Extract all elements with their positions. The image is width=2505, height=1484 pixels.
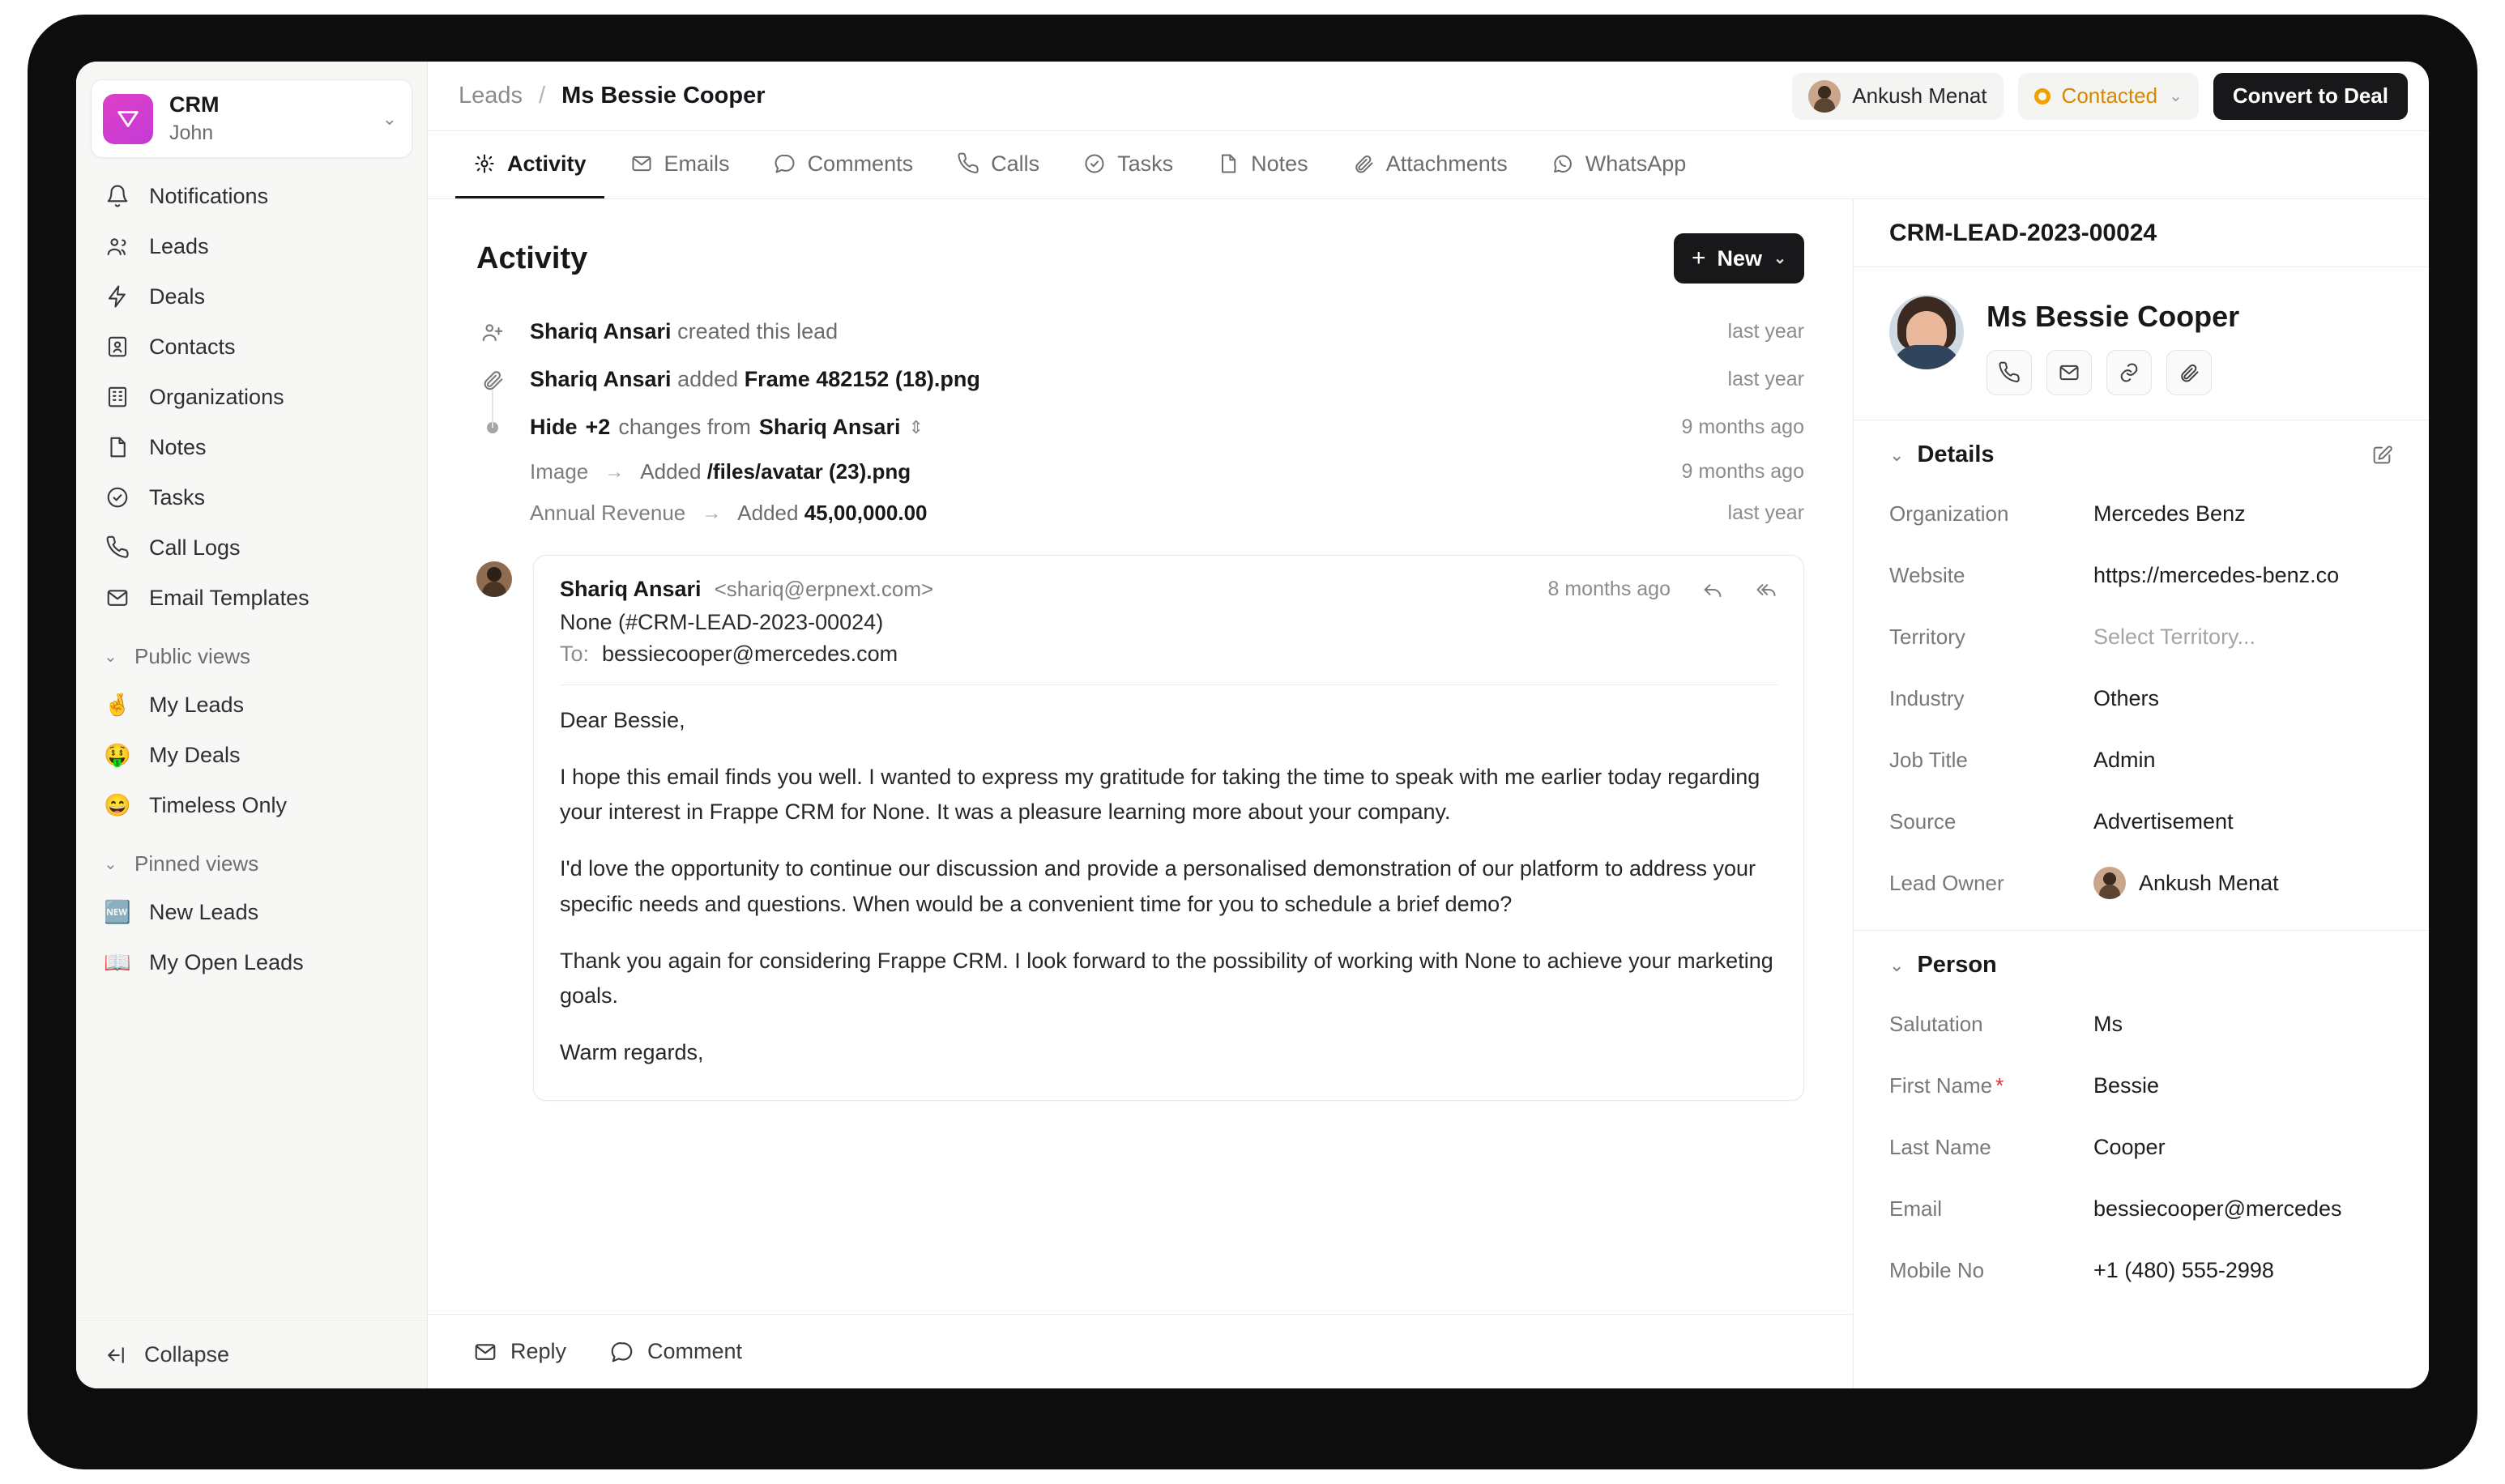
attachment-icon	[1352, 152, 1375, 175]
event-object: Frame 482152 (18).png	[744, 367, 980, 391]
tab-label: Notes	[1251, 151, 1308, 176]
reply-button[interactable]	[473, 1339, 566, 1364]
arrow-right-icon: →	[604, 460, 625, 483]
field-email[interactable]	[1854, 1178, 2429, 1239]
field-label: Territory	[1889, 624, 1965, 649]
reply-label: Reply	[510, 1339, 567, 1363]
event-action: added	[677, 367, 739, 391]
group-public-views[interactable]	[91, 633, 412, 680]
change-value	[737, 501, 927, 526]
email-icon	[473, 1340, 497, 1364]
details-panel	[1854, 199, 2429, 1388]
timeline-row	[476, 356, 1804, 403]
brand-switcher[interactable]	[91, 79, 412, 158]
deals-icon	[104, 283, 131, 310]
group-label: Pinned views	[134, 851, 259, 876]
avatar	[2093, 867, 2126, 899]
tab-label: Calls	[991, 151, 1040, 176]
tab-bar	[428, 131, 2429, 199]
field-label: Mobile No	[1889, 1257, 1985, 1282]
sidebar-item-label: My Leads	[149, 692, 245, 717]
plus-icon: +	[1692, 245, 1706, 271]
sidebar-item-label: Notifications	[149, 183, 269, 208]
field-value: Select Territory...	[2093, 624, 2256, 649]
sidebar-item-deals[interactable]	[91, 271, 412, 322]
person-summary-text	[1987, 295, 2239, 395]
tab-attachments[interactable]	[1334, 131, 1526, 198]
timeline-text	[530, 367, 1707, 392]
field-label: Salutation	[1889, 1011, 1983, 1036]
changes-actor: Shariq Ansari	[758, 415, 901, 439]
hide-changes-toggle[interactable]	[530, 415, 1661, 440]
change-value	[640, 459, 911, 484]
field-label-text: First Name	[1889, 1072, 1993, 1098]
sidebar-item-new-leads[interactable]	[91, 887, 412, 937]
sidebar-item-notes[interactable]	[91, 422, 412, 472]
email-sender: Shariq Ansari	[560, 577, 702, 601]
chevron-down-icon: ⌄	[1889, 444, 1905, 465]
change-field: Image	[530, 459, 589, 484]
activity-header	[476, 233, 1804, 284]
email-card[interactable]	[533, 555, 1804, 1101]
main-area	[428, 62, 2429, 1388]
chevron-down-icon: ⌄	[104, 647, 117, 666]
user-plus-icon	[476, 320, 509, 344]
field-lead-owner[interactable]	[1854, 852, 2429, 914]
timeline-connector	[492, 390, 493, 428]
sidebar-item-label: My Open Leads	[149, 949, 304, 974]
activity-icon	[473, 152, 496, 175]
new-activity-button[interactable]	[1674, 233, 1804, 284]
activity-column	[428, 199, 1854, 1388]
field-label: Job Title	[1889, 747, 1968, 772]
sidebar-item-call-logs[interactable]	[91, 522, 412, 573]
breadcrumb-separator: /	[539, 83, 546, 109]
tab-label: Attachments	[1385, 151, 1508, 176]
crm-logo-icon	[103, 94, 153, 144]
event-action: created this lead	[677, 319, 839, 343]
change-row	[476, 451, 1804, 493]
chevron-down-icon[interactable]: ⌄	[382, 108, 397, 129]
email-body	[560, 685, 1777, 1071]
page-title: Activity	[476, 241, 588, 275]
status-dot-icon	[2034, 88, 2051, 104]
field-label: Source	[1889, 808, 1957, 834]
sidebar-item-contacts[interactable]	[91, 322, 412, 372]
field-mobile-no[interactable]	[1854, 1239, 2429, 1301]
field-salutation[interactable]	[1854, 993, 2429, 1055]
brand-user: John	[169, 121, 214, 144]
reply-all-icon[interactable]	[1755, 578, 1777, 601]
field-value-wrap	[2093, 867, 2393, 899]
contacts-icon	[104, 333, 131, 360]
timeline-text	[530, 319, 1707, 344]
phone-icon	[104, 534, 131, 561]
email-paragraph: Dear Bessie,	[560, 708, 685, 732]
comment-icon	[610, 1340, 634, 1364]
field-label: Last Name	[1889, 1134, 1991, 1159]
lead-owner-pill[interactable]	[1792, 73, 2003, 120]
avatar[interactable]	[1889, 295, 1964, 369]
sidebar-item-email-templates[interactable]	[91, 573, 412, 623]
change-time: last year	[1727, 501, 1804, 524]
sidebar-item-label: Deals	[149, 284, 206, 309]
status-badge[interactable]	[2018, 73, 2199, 120]
tab-calls[interactable]	[939, 131, 1057, 198]
email-activity	[476, 555, 1804, 1101]
field-value: Admin	[2093, 747, 2156, 772]
field-source[interactable]	[1854, 791, 2429, 852]
field-value: +1 (480) 555-2998	[2093, 1257, 2274, 1282]
brand-text	[169, 92, 366, 146]
field-label: Website	[1889, 562, 1965, 587]
field-value: Ankush Menat	[2139, 870, 2279, 895]
person-name: Ms Bessie Cooper	[1987, 300, 2240, 333]
record-id: CRM-LEAD-2023-00024	[1889, 219, 2157, 246]
field-last-name[interactable]	[1854, 1116, 2429, 1178]
email-paragraph: Thank you again for considering Frappe CRM. I look forward to the possibility of working with None to achieve your marketing goals.	[560, 948, 1773, 1009]
attachment-icon[interactable]	[2166, 350, 2212, 395]
lead-owner-name: Ankush Menat	[1852, 83, 1987, 108]
tab-label: Comments	[807, 151, 914, 176]
event-actor: Shariq Ansari	[530, 367, 672, 391]
sidebar-item-label: Organizations	[149, 384, 284, 409]
group-pinned-views[interactable]	[91, 840, 412, 887]
field-value: Ms	[2093, 1011, 2123, 1036]
email-recipient-row	[560, 642, 1777, 667]
avatar	[1808, 80, 1841, 113]
field-value: Cooper	[2093, 1134, 2166, 1159]
edit-icon[interactable]	[2371, 444, 2393, 467]
note-icon	[1217, 152, 1240, 175]
tasks-icon	[104, 484, 131, 511]
required-marker: *	[1995, 1072, 2004, 1098]
email-to-label: To:	[560, 642, 590, 666]
task-icon	[1083, 152, 1106, 175]
tab-whatsapp[interactable]	[1534, 131, 1705, 198]
link-icon[interactable]	[2106, 350, 2152, 395]
sidebar-item-label: Notes	[149, 434, 207, 459]
sidebar-item-my-open-leads[interactable]	[91, 937, 412, 987]
sidebar-item-label: Leads	[149, 233, 209, 258]
sidebar-item-notifications[interactable]	[91, 171, 412, 221]
timeline-row	[476, 308, 1804, 356]
email-to-value: bessiecooper@mercedes.com	[602, 642, 898, 666]
sidebar-item-label: Email Templates	[149, 585, 309, 610]
field-value: Advertisement	[2093, 808, 2234, 834]
change-time: 9 months ago	[1681, 460, 1804, 483]
timeline-row-changes	[476, 403, 1804, 451]
field-value: bessiecooper@mercedes	[2093, 1196, 2342, 1221]
person-summary	[1854, 267, 2429, 420]
group-label: Public views	[134, 643, 251, 668]
tab-comments[interactable]	[756, 131, 932, 198]
attachment-icon	[476, 368, 509, 392]
quick-actions	[1987, 350, 2239, 395]
event-time: last year	[1727, 368, 1804, 390]
comment-icon	[774, 152, 796, 175]
sidebar-item-my-leads[interactable]	[91, 680, 412, 730]
event-actor: Shariq Ansari	[530, 319, 672, 343]
email-icon	[630, 152, 653, 175]
notes-icon	[104, 433, 131, 461]
leads-icon	[104, 232, 131, 260]
event-time: 9 months ago	[1681, 416, 1804, 438]
field-label: Organization	[1889, 501, 2009, 526]
email-paragraph: Warm regards,	[560, 1040, 704, 1065]
change-new-value: /files/avatar (23).png	[706, 459, 911, 484]
field-first-name[interactable]	[1854, 1055, 2429, 1116]
app-window	[76, 62, 2429, 1388]
tab-label: Tasks	[1117, 151, 1174, 176]
new-badge-icon: 🆕	[104, 900, 131, 924]
email-time: 8 months ago	[1547, 578, 1671, 600]
new-label: New	[1717, 245, 1763, 271]
sidebar	[76, 62, 428, 1388]
chevron-down-icon: ⌄	[2169, 87, 2183, 105]
breadcrumb-current: Ms Bessie Cooper	[561, 83, 766, 109]
email-icon[interactable]	[2046, 350, 2092, 395]
field-value: https://mercedes-benz.co	[2093, 562, 2340, 587]
topbar	[428, 62, 2429, 131]
tab-emails[interactable]	[612, 131, 748, 198]
avatar	[476, 561, 512, 597]
comment-label: Comment	[647, 1339, 743, 1363]
chevron-down-icon: ⌄	[1889, 954, 1905, 975]
reply-icon[interactable]	[1701, 578, 1724, 601]
field-value: Bessie	[2093, 1072, 2160, 1098]
field-territory[interactable]	[1854, 606, 2429, 667]
money-face-icon: 🤑	[104, 743, 131, 767]
hand-icon: 🤞	[104, 693, 131, 717]
chevron-down-icon: ⌄	[1773, 249, 1786, 267]
sidebar-item-label: New Leads	[149, 899, 259, 924]
sidebar-item-label: Contacts	[149, 334, 236, 359]
event-time: last year	[1727, 320, 1804, 343]
chevron-up-down-icon: ⇕	[908, 416, 924, 437]
change-row	[476, 493, 1804, 534]
details-section-header[interactable]	[1854, 420, 2429, 483]
tab-label: Activity	[507, 151, 587, 176]
field-job-title[interactable]	[1854, 729, 2429, 791]
chevron-down-icon: ⌄	[104, 855, 117, 873]
email-sender-address: <shariq@erpnext.com>	[714, 577, 934, 601]
sidebar-item-label: Tasks	[149, 484, 206, 510]
tab-tasks[interactable]	[1065, 131, 1191, 198]
convert-to-deal-button[interactable]: Convert to Deal	[2213, 73, 2408, 120]
tab-activity[interactable]	[455, 131, 604, 198]
email-paragraph: I'd love the opportunity to continue our discussion and provide a personalised demonstration of our platform to address your specific needs and questions. When would be a convenient time for you to schedule a brief demo?	[560, 856, 1756, 916]
sidebar-item-leads[interactable]	[91, 221, 412, 271]
tab-label: Emails	[664, 151, 730, 176]
person-section-header[interactable]	[1854, 931, 2429, 993]
field-value: Mercedes Benz	[2093, 501, 2246, 526]
field-organization[interactable]	[1854, 483, 2429, 544]
collapse-button[interactable]	[76, 1320, 427, 1388]
comment-button[interactable]	[610, 1339, 742, 1364]
collapse-icon	[104, 1343, 128, 1367]
sidebar-item-label: Timeless Only	[149, 792, 288, 817]
change-field: Annual Revenue	[530, 501, 686, 525]
phone-icon	[957, 152, 979, 175]
tab-label: WhatsApp	[1585, 151, 1687, 176]
content-wrap	[428, 199, 2429, 1388]
change-action: Added	[640, 459, 702, 484]
arrow-right-icon: →	[702, 501, 722, 524]
bell-icon	[104, 182, 131, 210]
mail-icon	[104, 584, 131, 612]
field-label: Email	[1889, 1196, 1943, 1221]
sidebar-item-label: My Deals	[149, 742, 241, 767]
collapse-label: Collapse	[144, 1342, 230, 1367]
activity-scroll-area[interactable]	[428, 199, 1853, 1314]
phone-icon[interactable]	[1987, 350, 2032, 395]
field-label: Lead Owner	[1889, 870, 2004, 895]
changes-count: +2	[585, 415, 611, 439]
field-value: Others	[2093, 685, 2160, 710]
field-label: Industry	[1889, 685, 1965, 710]
tab-notes[interactable]	[1199, 131, 1326, 198]
sidebar-item-organizations[interactable]	[91, 372, 412, 422]
field-label	[1889, 1073, 2093, 1098]
sidebar-item-label: Call Logs	[149, 535, 241, 560]
changes-text: changes from	[618, 415, 751, 439]
whatsapp-icon	[1551, 152, 1574, 175]
brand-title: CRM	[169, 92, 220, 117]
sidebar-item-timeless-only[interactable]	[91, 780, 412, 830]
email-header	[560, 577, 1777, 602]
book-icon: 📖	[104, 950, 131, 974]
smile-icon: 😄	[104, 793, 131, 817]
email-subject: None (#CRM-LEAD-2023-00024)	[560, 610, 884, 634]
section-title: Details	[1917, 441, 1995, 467]
organizations-icon	[104, 383, 131, 411]
sidebar-nav	[76, 171, 427, 987]
sidebar-item-my-deals[interactable]	[91, 730, 412, 780]
hide-label: Hide	[530, 415, 578, 439]
status-label: Contacted	[2061, 83, 2158, 108]
email-paragraph: I hope this email finds you well. I wanted to express my gratitude for taking the time to speak with me earlier today regarding your interest in Frappe CRM for None. It was a pleasure learning more about your company.	[560, 764, 1760, 825]
change-new-value: 45,00,000.00	[804, 501, 928, 525]
breadcrumb-parent[interactable]: Leads	[459, 83, 523, 109]
section-title: Person	[1917, 952, 1997, 978]
field-industry[interactable]	[1854, 667, 2429, 729]
field-website[interactable]	[1854, 544, 2429, 606]
activity-footer	[428, 1314, 1853, 1388]
sidebar-item-tasks[interactable]	[91, 472, 412, 522]
record-id-header	[1854, 199, 2429, 267]
change-action: Added	[737, 501, 799, 525]
